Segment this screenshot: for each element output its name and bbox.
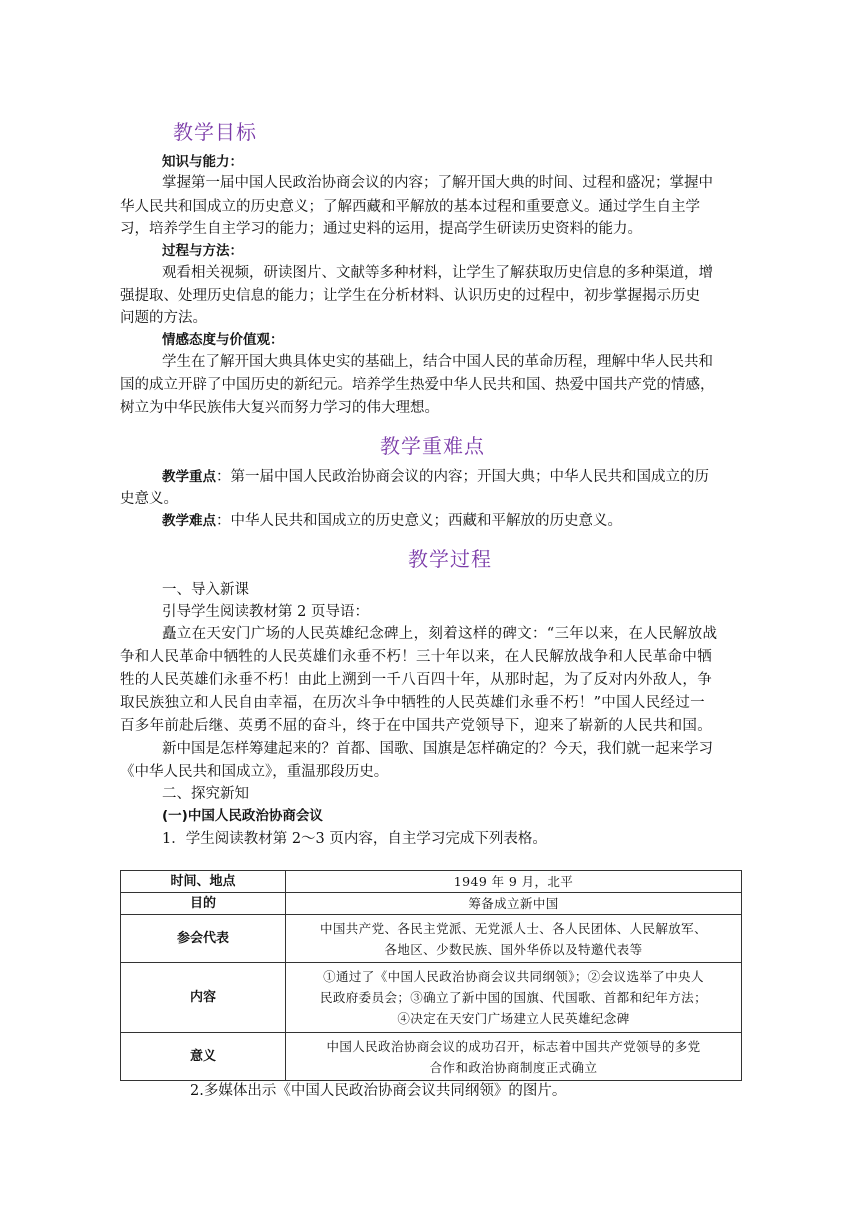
table-value-line: 民政府委员会；③确立了新中国的国旗、代国歌、首都和纪年方法； (319, 990, 707, 1005)
quote-line-5: 百多年前赴后继、英勇不屈的奋斗，终于在中国共产党领导下，迎来了崭新的人民共和国。 (120, 718, 712, 734)
section-title-process: 教学过程 (408, 547, 492, 571)
table-key-cell: 意义 (121, 1033, 286, 1081)
key-point-line-1 (162, 465, 709, 489)
table-value-line: 筹备成立新中国 (468, 896, 559, 911)
subsection-heading-cppcc: (一)中国人民政治协商会议 (162, 808, 323, 824)
difficult-point-line (162, 509, 622, 533)
process-line-2: 强提取、处理历史信息的能力；让学生在分析材料、认识历史的过程中，初步掌握揭示历史 (120, 288, 700, 304)
knowledge-line-1: 掌握第一届中国人民政治协商会议的内容；了解开国大典的时间、过程和盛况；掌握中 (162, 175, 713, 191)
quote-line-3: 牲的人民英雄们永垂不朽！由此上溯到一千八百四十年，从那时起，为了反对内外敌人，争 (120, 672, 712, 688)
table-row (121, 871, 742, 893)
table-row (121, 963, 742, 1033)
table-value-cell (286, 893, 742, 915)
table-value-cell (286, 1033, 742, 1081)
key-point-text: ：第一届中国人民政治协商会议的内容；开国大典；中华人民共和国成立的历 (216, 469, 709, 485)
process-line-3: 问题的方法。 (120, 310, 207, 326)
intro-guide: 引导学生阅读教材第 2 页导语： (162, 604, 369, 620)
question-line-1: 新中国是怎样筹建起来的？首都、国歌、国旗是怎样确定的？今天，我们就一起来学习 (162, 741, 713, 757)
task-2-text: 2.多媒体出示《中国人民政治协商会议共同纲领》的图片。 (190, 1083, 567, 1099)
table-key-cell: 时间、地点 (121, 871, 286, 893)
table-value-line: 合作和政治协商制度正式确立 (429, 1059, 598, 1075)
question-line-2: 《中华人民共和国成立》，重温那段历史。 (120, 764, 389, 780)
table-value-cell (286, 963, 742, 1033)
difficult-point-text: ：中华人民共和国成立的历史意义；西藏和平解放的历史意义。 (216, 513, 622, 529)
key-point-label: 教学重点 (162, 469, 216, 485)
subheading-process-method: 过程与方法： (162, 243, 243, 259)
table-key-cell: 参会代表 (121, 915, 286, 963)
table-row (121, 915, 742, 963)
subheading-emotion: 情感态度与价值观： (162, 332, 284, 348)
emotion-line-1: 学生在了解开国大典具体史实的基础上，结合中国人民的革命历程，理解中华人民共和 (162, 354, 713, 370)
intro-heading: 一、导入新课 (162, 582, 249, 598)
table-value-line: 1949 年 9 月，北平 (453, 874, 574, 889)
table-value-line: 中国人民政治协商会议的成功召开，标志着中国共产党领导的多党 (326, 1038, 701, 1054)
quote-line-1: 矗立在天安门广场的人民英雄纪念碑上，刻着这样的碑文：“三年以来，在人民解放战 (162, 626, 718, 642)
table-value-line: 中国共产党、各民主党派、无党派人士、各人民团体、人民解放军、 (319, 920, 707, 936)
table-key-cell: 目的 (121, 893, 286, 915)
table-key-cell: 内容 (121, 963, 286, 1033)
section-title-keypoints: 教学重难点 (380, 434, 485, 458)
difficult-point-label: 教学难点 (162, 513, 216, 529)
quote-line-2: 争和人民革命中牺牲的人民英雄们永垂不朽！三十年以来，在人民解放战争和人民革命中牺 (120, 649, 712, 665)
section-title-objectives: 教学目标 (173, 120, 257, 144)
table-value-cell (286, 915, 742, 963)
knowledge-line-2: 华人民共和国成立的历史意义；了解西藏和平解放的基本过程和重要意义。通过学生自主学 (120, 199, 700, 215)
cppcc-summary-table (120, 870, 742, 1081)
explore-heading: 二、探究新知 (162, 786, 249, 802)
task-1-text: 1．学生阅读教材第 2～3 页内容，自主学习完成下列表格。 (162, 831, 547, 847)
table-row (121, 893, 742, 915)
key-point-line-2: 史意义。 (120, 491, 178, 507)
table-value-line: ①通过了《中国人民政治协商会议共同纲领》；②会议选举了中央人 (323, 969, 704, 984)
knowledge-line-3: 习，培养学生自主学习的能力；通过史料的运用，提高学生研读历史资料的能力。 (120, 221, 642, 237)
emotion-line-3: 树立为中华民族伟大复兴而努力学习的伟大理想。 (120, 400, 439, 416)
process-line-1: 观看相关视频，研读图片、文献等多种材料，让学生了解获取历史信息的多种渠道，增 (162, 265, 713, 281)
emotion-line-2: 国的成立开辟了中国历史的新纪元。培养学生热爱中华人民共和国、热爱中国共产党的情感， (120, 377, 715, 393)
table-value-line: ④决定在天安门广场建立人民英雄纪念碑 (397, 1011, 630, 1026)
table-value-cell (286, 871, 742, 893)
quote-line-4: 取民族独立和人民自由幸福，在历次斗争中牺牲的人民英雄们永垂不朽！”中国人民经过一 (120, 695, 705, 711)
table-value-line: 各地区、少数民族、国外华侨以及特邀代表等 (384, 941, 643, 957)
subheading-knowledge: 知识与能力： (162, 154, 243, 170)
table-row (121, 1033, 742, 1081)
